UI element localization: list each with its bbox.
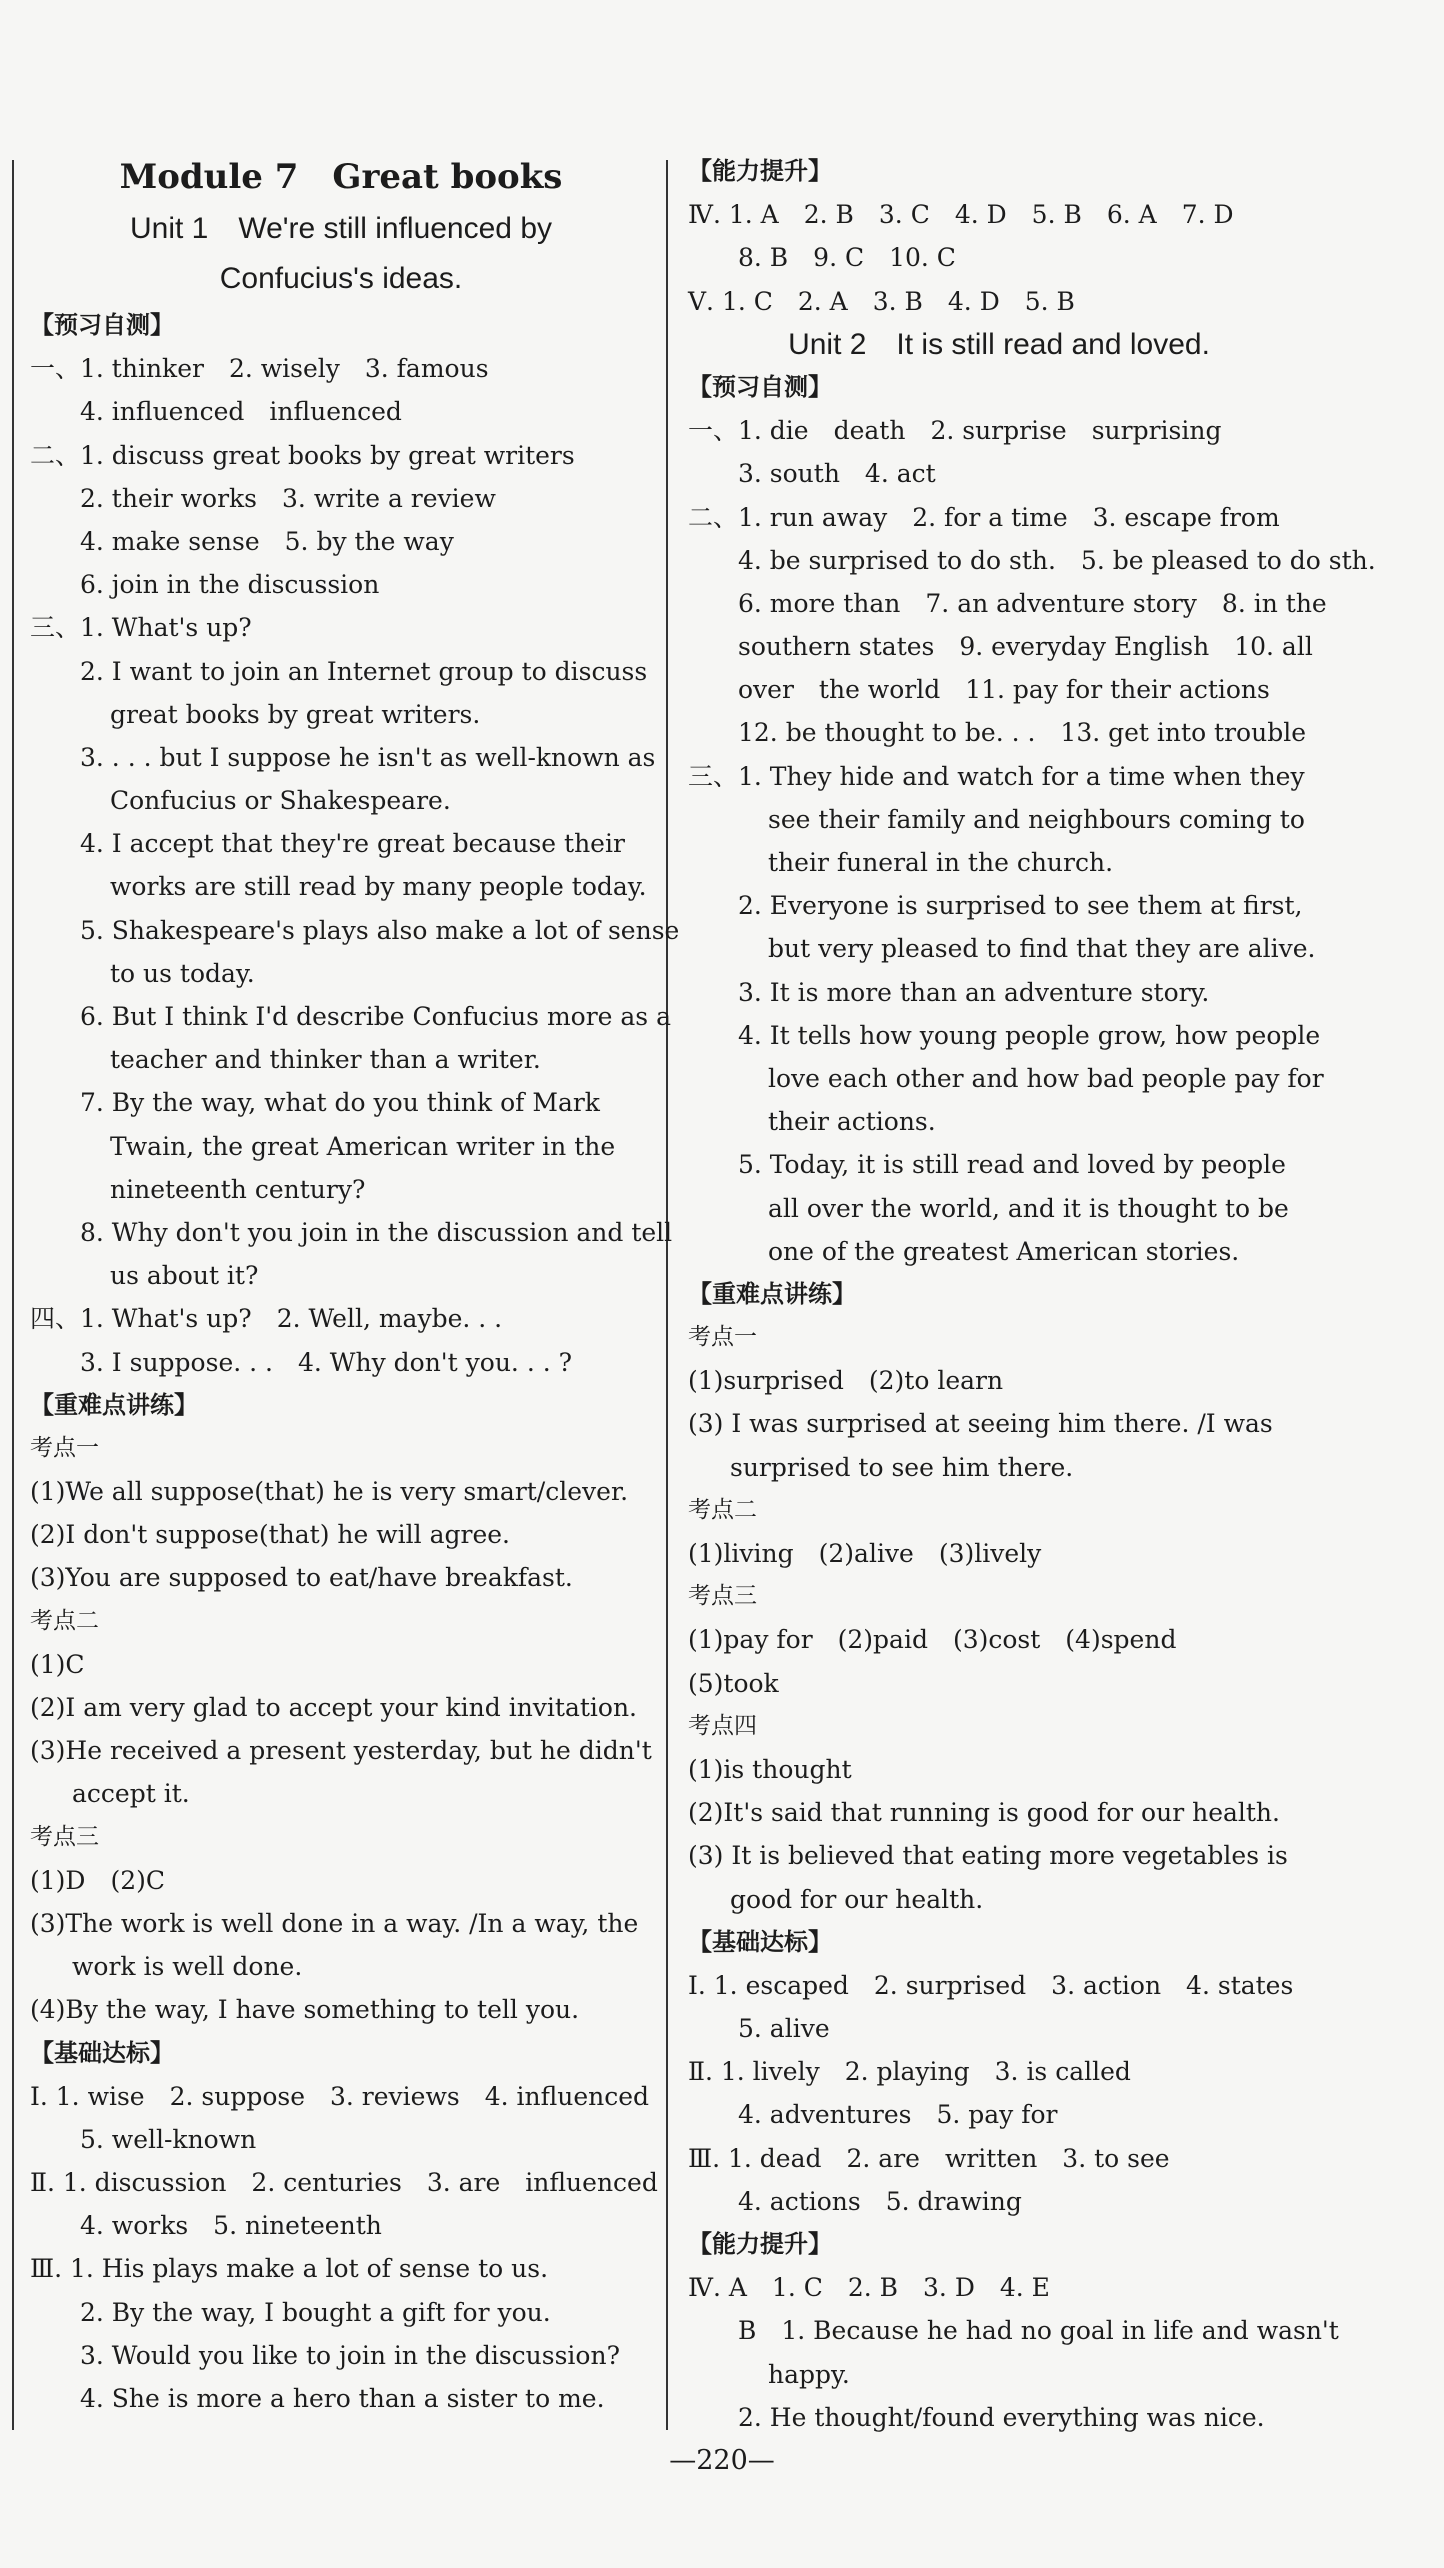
section-heading-basic: 【基础达标】 [30,2038,174,2067]
answer-line: Ⅳ. A 1. C 2. B 3. D 4. E [688,2273,1050,2303]
column-divider [666,160,668,2430]
answer-line: (1)is thought [688,1754,852,1784]
answer-line: 6. join in the discussion [80,570,380,600]
answer-line: 7. By the way, what do you think of Mark [80,1088,600,1118]
answer-line: (1)living (2)alive (3)lively [688,1539,1042,1568]
answer-line: see their family and neighbours coming to [768,804,1305,834]
answer-line: 4. influenced influenced [80,397,402,427]
answer-line: (1)pay for (2)paid (3)cost (4)spend [688,1625,1177,1655]
answer-line: (2)I am very glad to accept your kind invitation. [30,1693,638,1722]
key-point-label: 考点三 [688,1583,757,1610]
answer-line: their actions. [768,1107,936,1137]
left-column [30,150,680,2420]
answer-line: works are still read by many people today. [110,872,647,902]
answer-line: 2. Everyone is surprised to see them at first, [738,891,1303,921]
left-margin-rule [12,160,14,2430]
answer-line: Ⅳ. 1. A 2. B 3. C 4. D 5. B 6. A 7. D [688,200,1234,230]
answer-line: 三、1. What's up? [30,613,252,643]
answer-line: but very pleased to find that they are alive. [768,934,1316,964]
answer-line: (1)D (2)C [30,1865,165,1895]
answer-line: (1)surprised (2)to learn [688,1366,1004,1396]
answer-line: 3. Would you like to join in the discussion? [80,2340,620,2370]
answer-line: 5. alive [738,2014,830,2044]
answer-line: teacher and thinker than a writer. [110,1045,541,1075]
answer-line: 4. I accept that they're great because their [80,829,625,859]
answer-line: 5. Today, it is still read and loved by people [738,1150,1286,1180]
answer-line: work is well done. [72,1952,303,1982]
answer-line: 5. Shakespeare's plays also make a lot of sense [80,915,680,945]
page-number: —220— [669,2445,775,2476]
answer-line: love each other and how bad people pay for [768,1063,1324,1093]
answer-line: surprised to see him there. [730,1452,1074,1482]
answer-line: 4. actions 5. drawing [738,2186,1022,2216]
key-point-label: 考点二 [688,1496,757,1523]
answer-line: 5. well-known [80,2124,257,2154]
answer-line: 四、1. What's up? 2. Well, maybe. . . [30,1304,503,1334]
answer-line: 2. their works 3. write a review [80,483,496,513]
answer-line: 8. B 9. C 10. C [738,243,956,273]
answer-line: 4. adventures 5. pay for [738,2100,1058,2130]
answer-line: 二、1. discuss great books by great writers [30,440,575,470]
answer-line: (3) I was surprised at seeing him there. /I was [688,1409,1273,1439]
answer-line: good for our health. [730,1884,984,1914]
answer-line: 二、1. run away 2. for a time 3. escape from [688,502,1280,532]
answer-line: nineteenth century? [110,1174,366,1204]
answer-line: 三、1. They hide and watch for a time when they [688,761,1305,791]
answer-line: all over the world, and it is thought to be [768,1193,1289,1223]
answer-line: 4. She is more a hero than a sister to me. [80,2384,605,2413]
answer-line: great books by great writers. [110,699,481,729]
answer-line: 一、1. die death 2. surprise surprising [688,416,1222,446]
answer-line: (3) It is believed that eating more vegetables is [688,1841,1288,1871]
answer-line: B 1. Because he had no goal in life and wasn't [738,2316,1339,2346]
answer-line: (2)I don't suppose(that) he will agree. [30,1520,510,1550]
answer-line: 4. be surprised to do sth. 5. be pleased to do sth. [738,545,1376,575]
answer-line: 2. By the way, I bought a gift for you. [80,2297,551,2327]
answer-line: happy. [768,2359,850,2389]
answer-line: (2)It's said that running is good for our health. [688,1798,1280,1828]
answer-line: one of the greatest American stories. [768,1236,1240,1266]
unit1-title-line1: Unit 1 We're still influenced by [129,212,553,245]
answer-line: 8. Why don't you join in the discussion and tell [80,1217,673,1247]
answer-line: Ⅲ. 1. His plays make a lot of sense to us. [30,2254,549,2284]
section-heading-ability: 【能力提升】 [688,157,832,185]
answer-line: 12. be thought to be. . . 13. get into trouble [738,718,1307,748]
section-heading-preview: 【预习自测】 [30,311,174,339]
unit2-title: Unit 2 It is still read and loved. [788,327,1210,361]
answer-line: 4. It tells how young people grow, how people [738,1020,1321,1050]
answer-line: (1)C [30,1649,85,1679]
answer-line: Ⅱ. 1. discussion 2. centuries 3. are influenced [30,2168,658,2198]
answer-line: to us today. [110,958,255,988]
answer-line: Confucius or Shakespeare. [110,786,451,816]
answer-line: 一、1. thinker 2. wisely 3. famous [30,354,489,384]
answer-line: Twain, the great American writer in the [110,1131,616,1161]
answer-line: 3. . . . but I suppose he isn't as well-known as [80,742,656,772]
right-column [688,150,1376,2439]
answer-line: (1)We all suppose(that) he is very smart/clever. [30,1477,629,1507]
answer-line: 2. He thought/found everything was nice. [738,2402,1265,2432]
answer-line: accept it. [72,1779,190,1809]
answer-line: Ⅰ. 1. wise 2. suppose 3. reviews 4. influenced [30,2081,650,2111]
key-point-label: 考点二 [30,1607,99,1634]
answer-line: 4. works 5. nineteenth [80,2211,382,2241]
answer-line: (5)took [688,1668,779,1698]
answer-line: 2. I want to join an Internet group to discuss [80,656,648,686]
answer-line: Ⅲ. 1. dead 2. are written 3. to see [688,2143,1170,2173]
key-point-label: 考点一 [30,1434,99,1461]
answer-line: 6. But I think I'd describe Confucius more as a [80,1002,671,1031]
answer-line: Ⅱ. 1. lively 2. playing 3. is called [688,2057,1131,2087]
key-point-label: 考点一 [688,1324,757,1351]
key-point-label: 考点四 [688,1712,757,1739]
answer-line: (4)By the way, I have something to tell you. [30,1995,580,2025]
answer-line: (3)He received a present yesterday, but he didn't [30,1736,652,1766]
section-heading-basic: 【基础达标】 [688,1927,832,1956]
answer-line: 4. make sense 5. by the way [80,526,454,556]
section-heading-preview: 【预习自测】 [688,372,832,401]
answer-line: their funeral in the church. [768,848,1114,877]
section-heading-key-points: 【重难点讲练】 [30,1390,198,1419]
section-heading-ability: 【能力提升】 [688,2230,832,2258]
key-point-label: 考点三 [30,1823,99,1850]
answer-line: 3. south 4. act [738,459,936,489]
answer-line: over the world 11. pay for their actions [738,675,1270,705]
unit1-title-line2: Confucius's ideas. [219,262,463,295]
section-heading-key-points: 【重难点讲练】 [688,1279,856,1308]
answer-line: (3)You are supposed to eat/have breakfast. [30,1563,573,1593]
module-title: Module 7 Great books [119,157,563,197]
answer-line: southern states 9. everyday English 10. all [738,632,1313,662]
answer-line: (3)The work is well done in a way. /In a way, the [30,1908,639,1938]
answer-line: Ⅴ. 1. C 2. A 3. B 4. D 5. B [688,286,1075,316]
answer-line: 3. I suppose. . . 4. Why don't you. . . ? [80,1347,573,1377]
answer-line: Ⅰ. 1. escaped 2. surprised 3. action 4. states [688,1970,1294,2000]
answer-line: us about it? [110,1261,259,1291]
answer-line: 6. more than 7. an adventure story 8. in the [738,588,1327,618]
answer-line: 3. It is more than an adventure story. [738,977,1210,1007]
